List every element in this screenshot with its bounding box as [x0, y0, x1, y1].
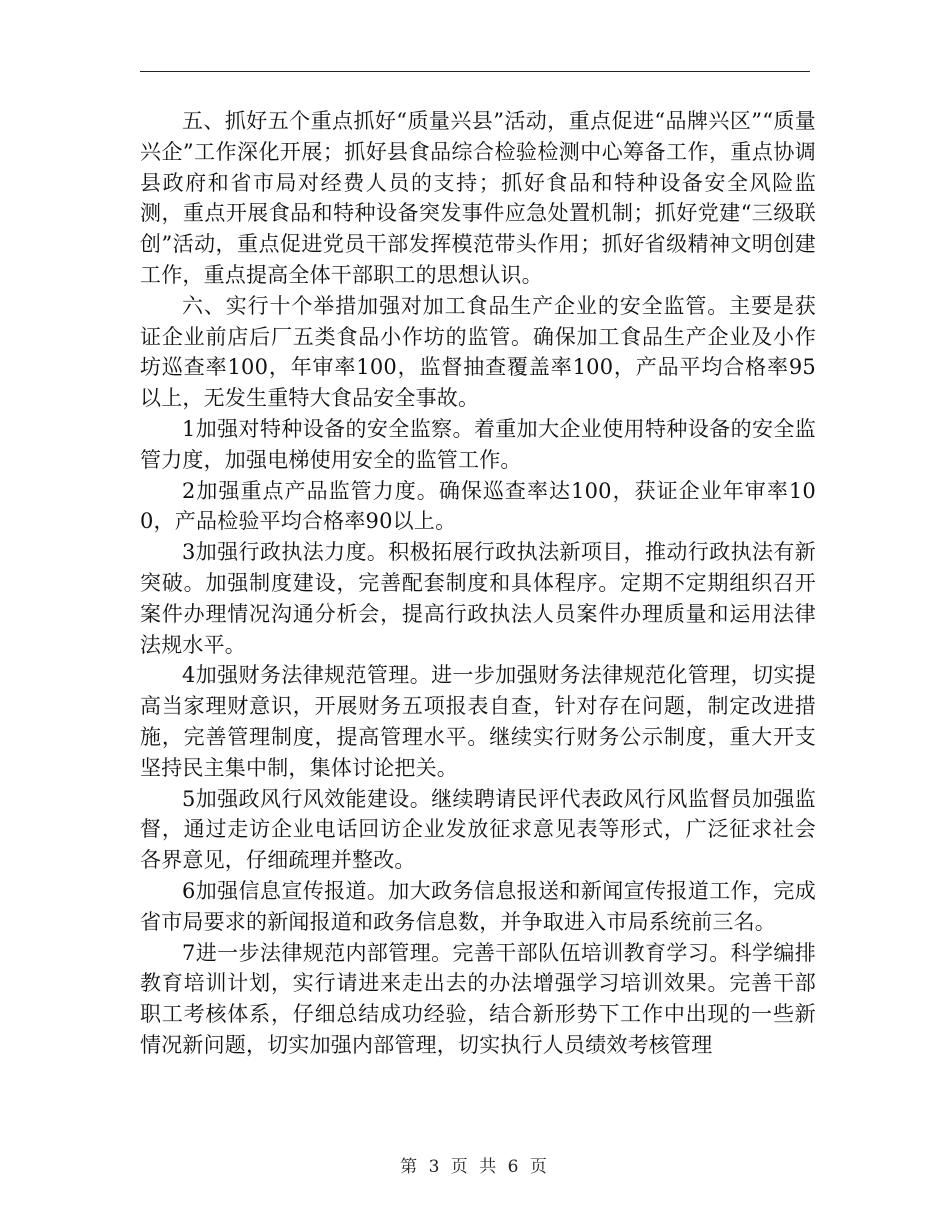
paragraph-five-focus-points: 五、抓好五个重点抓好“质量兴县”活动，重点促进“品牌兴区”“质量兴企”工作深化开展；抓好县食品综合检验检测中心筹备工作，重点协调县政府和省市局对经费人员的支持；抓好食品和特种设备安全风险监测，重点开展食品和特种设备突发事件应急处置机制；抓好党建“三级联创”活动，重点促进党员干部发挥模范带头作用；抓好省级精神文明创建工作，重点提高全体干部职工的思想认识。 — [140, 109, 816, 287]
document-body — [140, 106, 816, 1061]
paragraph-item-3-law-enforcement: 3加强行政执法力度。积极拓展行政执法新项目，推动行政执法有新突破。加强制度建设，完善配套制度和具体程序。定期不定期组织召开案件办理情况沟通分析会，提高行政执法人员案件办理质量和运用法律法规水平。 — [140, 540, 816, 657]
header-rule — [140, 71, 810, 72]
paragraph-six-ten-measures: 六、实行十个举措加强对加工食品生产企业的安全监管。主要是获证企业前店后厂五类食品小作坊的监管。确保加工食品生产企业及小作坊巡查率100，年审率100，监督抽查覆盖率100，产品平均合格率95以上，无发生重特大食品安全事故。 — [140, 293, 816, 411]
paragraph-item-4-finance: 4加强财务法律规范管理。进一步加强财务法律规范化管理，切实提高当家理财意识，开展财务五项报表自查，针对存在问题，制定改进措施，完善管理制度，提高管理水平。继续实行财务公示制度，重大开支坚持民主集中制，集体讨论把关。 — [140, 663, 816, 780]
paragraph-item-6-publicity: 6加强信息宣传报道。加大政务信息报送和新闻宣传报道工作，完成省市局要求的新闻报道和政务信息数，并争取进入市局系统前三名。 — [140, 878, 816, 934]
paragraph-item-1-special-equipment: 1加强对特种设备的安全监察。着重加大企业使用特种设备的安全监管力度，加强电梯使用安全的监管工作。 — [140, 416, 816, 472]
paragraph-item-2-key-products: 2加强重点产品监管力度。确保巡查率达100，获证企业年审率100，产品检验平均合格率90以上。 — [140, 478, 816, 534]
paragraph-item-7-internal-management: 7进一步法律规范内部管理。完善干部队伍培训教育学习。科学编排教育培训计划，实行请进来走出去的办法增强学习培训效果。完善干部职工考核体系，仔细总结成功经验，结合新形势下工作中出现的一些新情况新问题，切实加强内部管理，切实执行人员绩效考核管理 — [140, 940, 816, 1057]
paragraph-item-5-conduct: 5加强政风行风效能建设。继续聘请民评代表政风行风监督员加强监督，通过走访企业电话回访企业发放征求意见表等形式，广泛征求社会各界意见，仔细疏理并整改。 — [140, 786, 816, 873]
page-number: 第 3 页 共 6 页 — [400, 1157, 550, 1177]
